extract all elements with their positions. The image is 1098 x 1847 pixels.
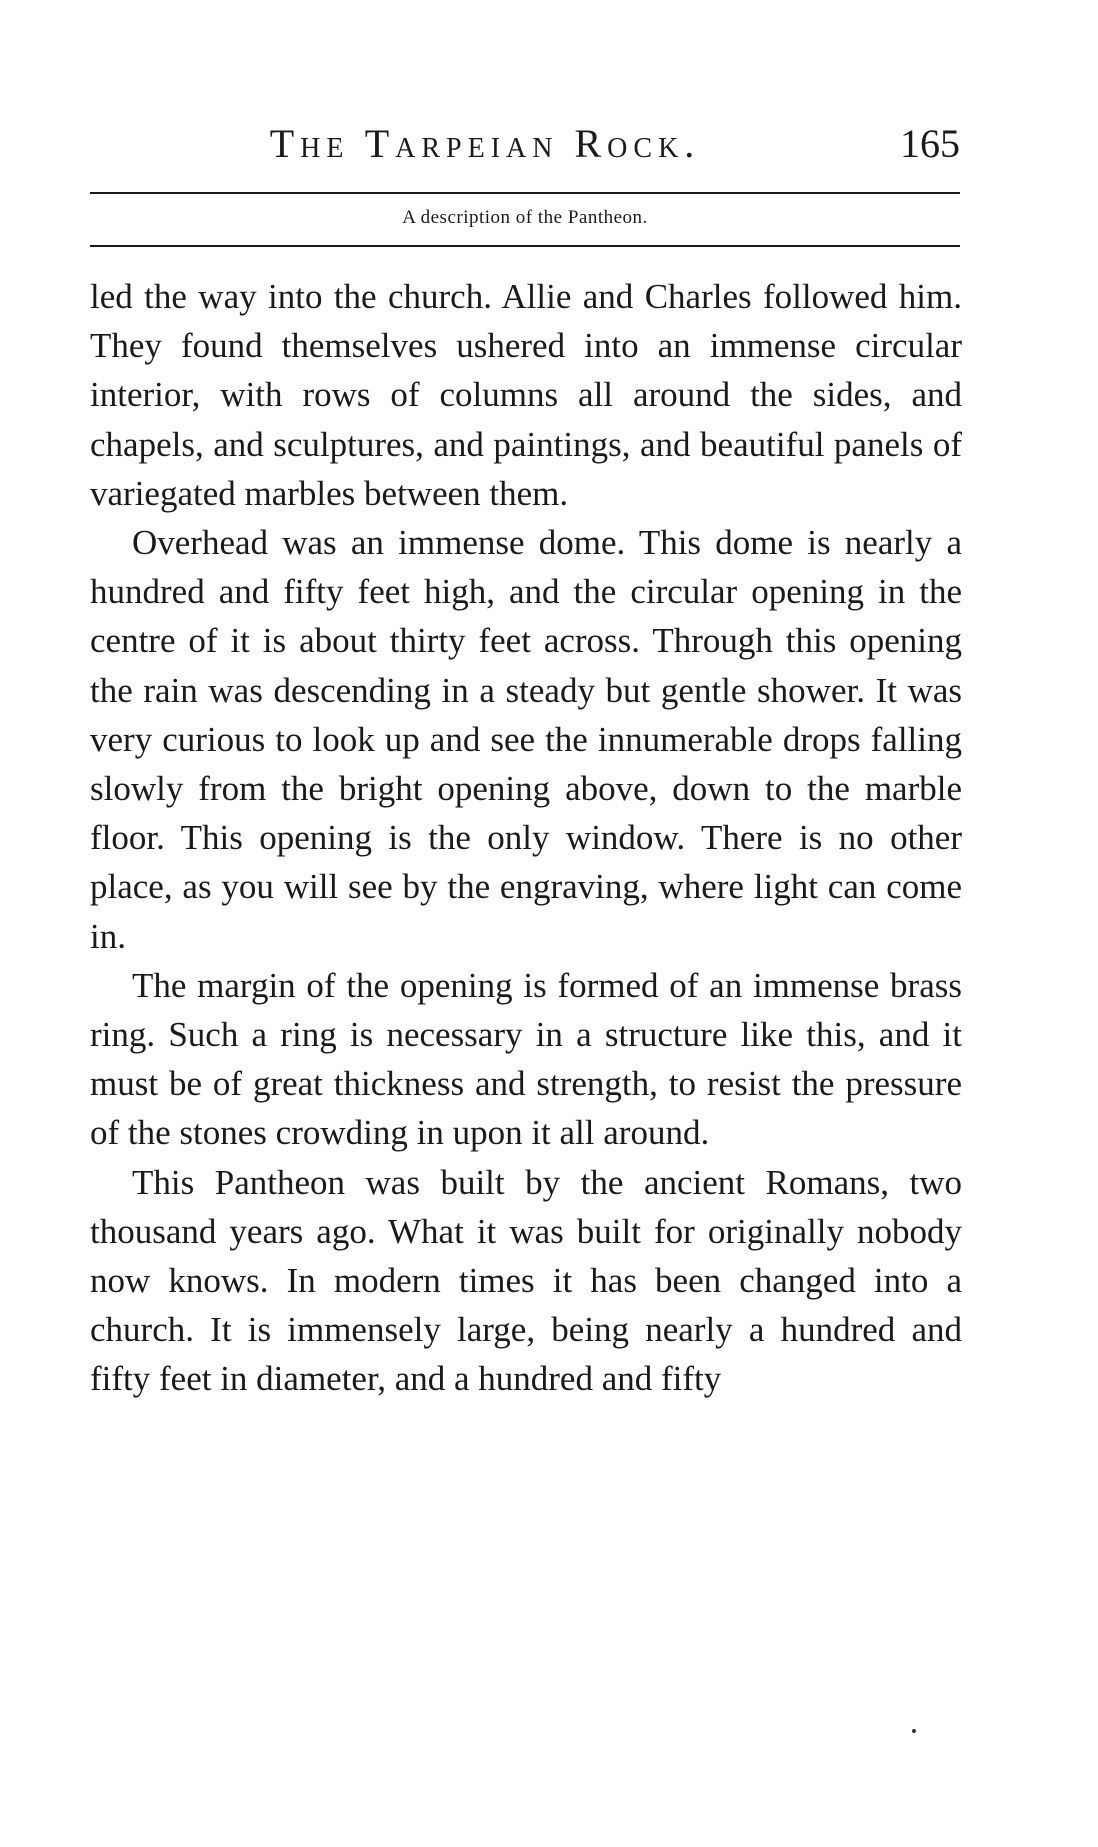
header-rule-top xyxy=(90,192,960,194)
running-title: The Tarpeian Rock. xyxy=(269,121,701,166)
header-rule-bottom xyxy=(90,245,960,247)
ink-speck xyxy=(912,1729,916,1733)
paragraph-1: led the way into the church. Allie and Charles followed him. They found themselves ushered into an immense circular interior, with rows of columns all around the sides, and chapels, and sculptures, and paintings, and beautiful panels of variegated marbles between them. xyxy=(90,277,962,513)
section-subhead: A description of the Pantheon. xyxy=(402,207,648,228)
paragraph-2: Overhead was an immense dome. This dome is nearly a hundred and fifty feet high, and the circular opening in the centre of it is about thirty feet across. Through this opening the rain was descending in a steady but gentle shower. It was very curious to look up and see the innumerable drops falling slowly from the bright opening above, down to the marble floor. This opening is the only window. There is no other place, as you will see by the engraving, where light can come in. xyxy=(90,523,962,956)
paragraph-4: This Pantheon was built by the ancient Romans, two thousand years ago. What it was built for originally nobody now knows. In modern times it has been changed into a church. It is immensely large, being nearly a hundred and fifty feet in diameter, and a hundred and fifty xyxy=(90,1162,962,1399)
page-number: 165 xyxy=(900,121,960,166)
body-text xyxy=(90,272,962,1404)
running-head xyxy=(90,120,960,168)
paragraph-3: The margin of the opening is formed of an immense brass ring. Such a ring is necessary in a structure like this, and it must be of great thickness and strength, to resist the pressure of the stones crowding in upon it all around. xyxy=(90,965,962,1153)
